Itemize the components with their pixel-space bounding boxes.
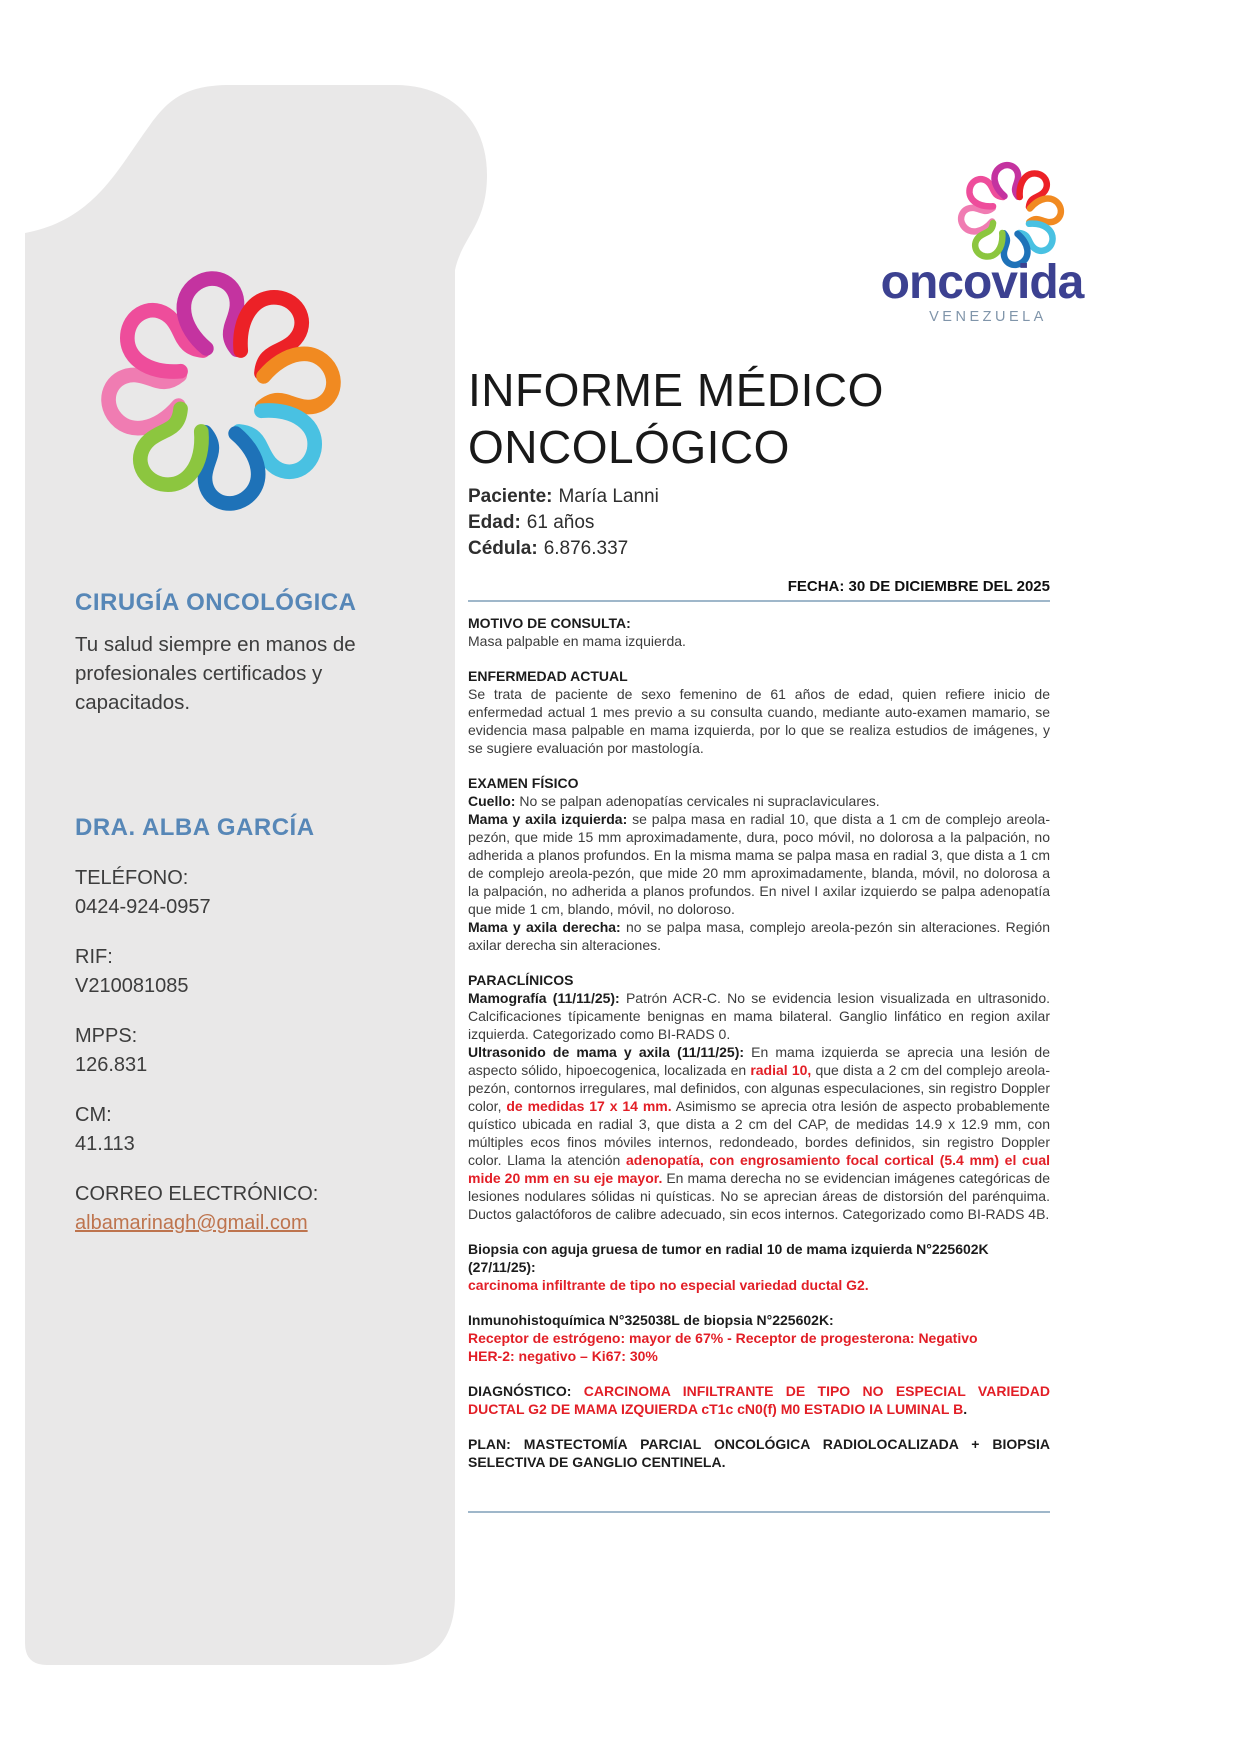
brand-block — [876, 156, 1088, 326]
header-divider — [468, 600, 1050, 602]
section-heading-paraclinicos: PARACLÍNICOS — [468, 972, 574, 988]
contact-rif — [75, 943, 381, 1001]
contact-value: 41.113 — [75, 1133, 135, 1155]
section-heading-enfermedad: ENFERMEDAD ACTUAL — [468, 668, 628, 684]
report-date: FECHA: 30 DE DICIEMBRE DEL 2025 — [787, 578, 1050, 595]
enfermedad-text: Se trata de paciente de sexo femenino de 61 años de edad, quien refiere inicio de enfermedad actual 1 mes previo a su consulta cuando, mediante auto-examen mamario, se evidencia masa palpable en mama izquierda, por lo que se realiza estudios de imágenes, y se sugiere evaluación por mastología. — [468, 686, 1050, 756]
sidebar — [75, 588, 381, 1238]
patient-row — [468, 510, 1050, 536]
section-heading-examen: EXAMEN FÍSICO — [468, 775, 579, 791]
patient-info — [468, 484, 1050, 562]
inmuno-receptores: Receptor de estrógeno: mayor de 67% - Receptor de progesterona: Negativo — [468, 1330, 978, 1346]
patient-value: 6.876.337 — [543, 538, 629, 559]
report-title-line2: ONCOLÓGICO — [468, 421, 790, 473]
contact-mpps — [75, 1022, 381, 1080]
report-title-line1: INFORME MÉDICO — [468, 364, 884, 416]
specialty-title: CIRUGÍA ONCOLÓGICA — [75, 589, 357, 616]
brand-country: VENEZUELA — [929, 309, 1047, 325]
examen-mama-izquierda: Mama y axila izquierda: se palpa masa en radial 10, que dista a 1 cm de complejo areola-pezón, que mide 15 mm aproximadamente, dura, poco móvil, no dolorosa a la palpación, no adherida a planos profundos. En la misma mama se palpa masa en radial 3, que dista a 1 cm de complejo areola-pezón, que mide 20 mm aproximadamente, blanda, móvil, no dolorosa a la palpación, no adherida a planos profundos. En nivel I axilar izquierdo se palpa adenopatía que mide 1 cm, blando, móvil, no doloroso. — [468, 811, 1050, 917]
section-heading-motivo: MOTIVO DE CONSULTA: — [468, 615, 631, 631]
paraclinicos-ultrasonido: Ultrasonido de mama y axila (11/11/25): En mama izquierda se aprecia una lesión de aspecto sólido, hipoecogenica, localizada en radial 10, que dista a 2 cm del complejo areola-pezón, contornos irregulares, mal definidos, con algunas especulaciones, sin registro Doppler color, de medidas 17 x 14 mm. Asimismo se aprecia otra lesión de aspecto probablemente quístico ubicada en radial 3, que dista a 2 cm del CAP, de medidas 14.9 x 12.9 mm, con múltiples ecos finos móviles internos, redondeado, bordes definidos, sin registro Doppler color. Llama la atención adenopatía, con engrosamiento focal cortical (5.4 mm) el cual mide 20 mm en su eje mayor. En mama derecha no se evidencian imágenes categóricas de lesiones nodulares sólidas ni quísticas. No se aprecian áreas de distorsión del parénquima. Ductos galactóforos de calibre adecuado, sin ecos internos. Categorizado como BI-RADS 4B. — [468, 1044, 1051, 1222]
ribbon-star-icon — [88, 258, 354, 524]
patient-row — [468, 536, 1050, 562]
patient-label: Cédula: — [468, 538, 538, 559]
paraclinicos-mamografia: Mamografía (11/11/25): Patrón ACR-C. No se evidencia lesion visualizada en ultrasonido. Calcificaciones típicamente benignas en mama bilateral. Ganglio linfático en region axilar izquierda. Categorizado como BI-RADS 0. — [468, 990, 1050, 1042]
patient-value: María Lanni — [558, 486, 659, 507]
email-label: CORREO ELECTRÓNICO: — [75, 1183, 319, 1205]
examen-mama-derecha: Mama y axila derecha: no se palpa masa, complejo areola-pezón sin alteraciones. Región axilar derecha sin alteraciones. — [468, 919, 1050, 953]
brand-wordmark: oncovida — [880, 256, 1084, 309]
doctor-name: DRA. ALBA GARCÍA — [75, 814, 315, 841]
contact-email — [75, 1180, 381, 1238]
inmuno-her2: HER-2: negativo – Ki67: 30% — [468, 1348, 658, 1364]
examen-cuello: Cuello: No se palpan adenopatías cervicales ni supraclaviculares. — [468, 793, 880, 809]
clinic-tagline: Tu salud siempre en manos de profesionales certificados y capacitados. — [75, 633, 356, 714]
patient-label: Paciente: — [468, 486, 553, 507]
contact-label: CM: — [75, 1104, 112, 1126]
plan-text: PLAN: MASTECTOMÍA PARCIAL ONCOLÓGICA RADIOLOCALIZADA + BIOPSIA SELECTIVA DE GANGLIO CENTINELA. — [468, 1436, 1050, 1470]
contact-label: RIF: — [75, 946, 113, 968]
diagnostico-text: DIAGNÓSTICO: CARCINOMA INFILTRANTE DE TIPO NO ESPECIAL VARIEDAD DUCTAL G2 DE MAMA IZQUIERDA cT1c cN0(f) M0 ESTADIO IA LUMINAL B. — [468, 1383, 1050, 1417]
patient-label: Edad: — [468, 512, 521, 533]
contact-value: V210081085 — [75, 975, 189, 997]
contact-value: 126.831 — [75, 1054, 148, 1076]
report-sections — [468, 614, 1050, 1513]
contact-phone — [75, 864, 381, 922]
biopsia-line1: Biopsia con aguja gruesa de tumor en radial 10 de mama izquierda N°225602K (27/11/25): — [468, 1241, 989, 1275]
motivo-text: Masa palpable en mama izquierda. — [468, 633, 686, 649]
biopsia-line2: carcinoma infiltrante de tipo no especial variedad ductal G2. — [468, 1277, 869, 1293]
inmuno-heading: Inmunohistoquímica N°325038L de biopsia N°225602K: — [468, 1312, 834, 1328]
patient-value: 61 años — [526, 512, 595, 533]
contact-cm — [75, 1101, 381, 1159]
email-link[interactable]: albamarinagh@gmail.com — [75, 1212, 308, 1234]
report-body — [468, 362, 1050, 1513]
contact-label: TELÉFONO: — [75, 867, 189, 889]
contact-value: 0424-924-0957 — [75, 896, 211, 918]
contact-label: MPPS: — [75, 1025, 138, 1047]
report-title — [468, 362, 1050, 476]
patient-row — [468, 484, 1050, 510]
footer-divider — [468, 1511, 1050, 1513]
